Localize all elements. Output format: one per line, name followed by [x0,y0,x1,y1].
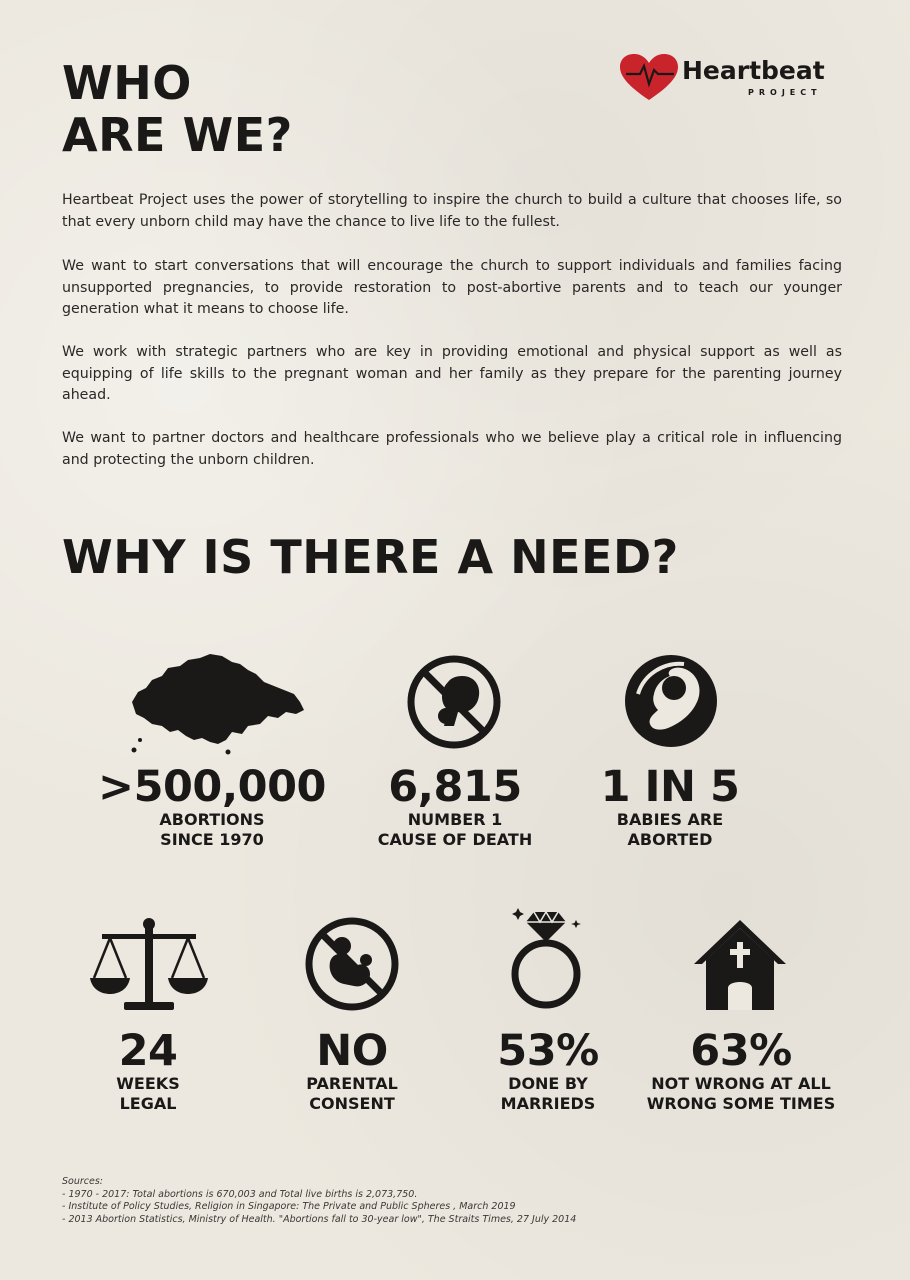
ring-icon [504,904,588,1014]
stat-number: 53% [497,1026,599,1076]
source-item: - 1970 - 2017: Total abortions is 670,003 and Total live births is 2,073,750. [62,1188,418,1200]
stat-caption-line1: DONE BY [508,1074,588,1093]
stat-caption-line2: CAUSE OF DEATH [377,830,533,849]
stat-caption-line2: MARRIEDS [500,1094,596,1113]
singapore-map-icon [128,652,308,757]
stat-parental-consent [272,1028,432,1114]
stat-marrieds [468,1028,628,1114]
stat-caption-line2: CONSENT [309,1094,395,1113]
sources [62,1176,576,1226]
church-icon [692,916,788,1012]
stat-caption-line2: WRONG SOME TIMES [646,1094,836,1113]
stat-babies-aborted [570,764,770,850]
stat-wrong [626,1028,856,1114]
heartbeat-logo [618,52,863,106]
sources-heading: Sources: [62,1176,103,1187]
stat-number: 63% [690,1026,792,1076]
fetus-icon [624,654,718,748]
stat-number: 24 [118,1026,178,1076]
stat-number: >500,000 [98,762,326,812]
stat-weeks-legal [68,1028,228,1114]
page-title-line1: WHO [62,56,192,110]
stat-caption-line1: NUMBER 1 [407,810,503,829]
stat-caption-line1: ABORTIONS [159,810,265,829]
scales-icon [88,914,210,1014]
stat-caption-line1: NOT WRONG AT ALL [651,1074,831,1093]
stat-caption-line1: BABIES ARE [616,810,724,829]
source-item: - 2013 Abortion Statistics, Ministry of Health. "Abortions fall to 30-year low", The Straits Times, 27 July 2014 [62,1213,577,1225]
about-paragraph-4: We want to partner doctors and healthcare professionals who we believe play a critical role in influencing and protecting the unborn children. [62,430,842,468]
about-paragraph-1: Heartbeat Project uses the power of storytelling to inspire the church to build a culture that chooses life, so that every unborn child may have the chance to live life to the fullest. [62,192,842,230]
no-baby-icon [406,654,502,750]
stat-caption-line1: WEEKS [116,1074,180,1093]
stat-caption-line1: PARENTAL [306,1074,398,1093]
stat-number: 1 IN 5 [600,762,740,812]
source-item: - Institute of Policy Studies, Religion in Singapore: The Private and Public Spheres , March 2019 [62,1201,516,1212]
page-title-line2: ARE WE? [62,108,293,162]
heart-icon [618,52,680,104]
stat-number: NO [316,1026,388,1076]
stat-caption-line2: ABORTED [627,830,713,849]
about-paragraph-3: We work with strategic partners who are key in providing emotional and physical support as well as equipping of life skills to the pregnant woman and her family as they prepare for the parenting journey ahead. [62,344,842,403]
stat-caption-line2: LEGAL [119,1094,177,1113]
stat-caption-line2: SINCE 1970 [160,830,264,849]
logo-name: Heartbeat [682,56,825,85]
stat-cause-of-death [350,764,560,850]
stat-abortions [82,764,342,850]
stat-number: 6,815 [388,762,522,812]
about-paragraph-2: We want to start conversations that will encourage the church to support individuals and families facing unsupported pregnancies, to provide restoration to post-abortive parents and to teach our younger generation what it means to choose life. [62,258,842,317]
no-parent-icon [304,916,400,1012]
need-section-title: WHY IS THERE A NEED? [62,530,679,584]
logo-subtitle: PROJECT [748,88,822,97]
